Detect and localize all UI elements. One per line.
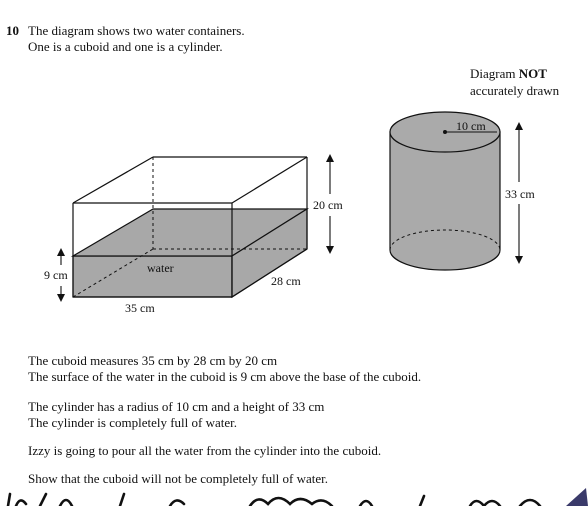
handwriting-scribble <box>0 488 588 506</box>
cuboid-water-label: water <box>147 261 174 275</box>
intro-line-2: One is a cuboid and one is a cylinder. <box>28 39 223 54</box>
cuboid-depth-label: 28 cm <box>271 274 301 288</box>
diagram-note-prefix: Diagram <box>470 66 519 81</box>
text-cylinder-dimensions: The cylinder has a radius of 10 cm and a height of 33 cm <box>28 399 325 414</box>
cylinder-radius-label: 10 cm <box>456 119 486 133</box>
diagram-note-line-2: accurately drawn <box>470 83 560 98</box>
text-cylinder-full: The cylinder is completely full of water. <box>28 415 238 430</box>
cuboid-height-label: 20 cm <box>313 198 343 212</box>
text-show-that: Show that the cuboid will not be completely full of water. <box>28 471 329 486</box>
cuboid <box>44 157 343 315</box>
text-water-surface: The surface of the water in the cuboid is 9 cm above the base of the cuboid. <box>28 369 422 384</box>
cylinder-body <box>390 132 500 270</box>
cylinder <box>390 112 535 270</box>
intro-line-1: The diagram shows two water containers. <box>28 23 245 38</box>
cylinder-height-label: 33 cm <box>505 187 535 201</box>
paragraph-cuboid <box>28 353 421 385</box>
paragraph-cylinder <box>28 399 324 431</box>
diagram-note-emphasis: NOT <box>518 66 547 81</box>
question-number: 10 <box>6 23 19 38</box>
cuboid-width-label: 35 cm <box>125 301 155 315</box>
text-izzy-pours: Izzy is going to pour all the water from the cylinder into the cuboid. <box>28 443 382 458</box>
cuboid-water-height-label: 9 cm <box>44 268 68 282</box>
text-cuboid-measures: The cuboid measures 35 cm by 28 cm by 20 cm <box>28 353 278 368</box>
